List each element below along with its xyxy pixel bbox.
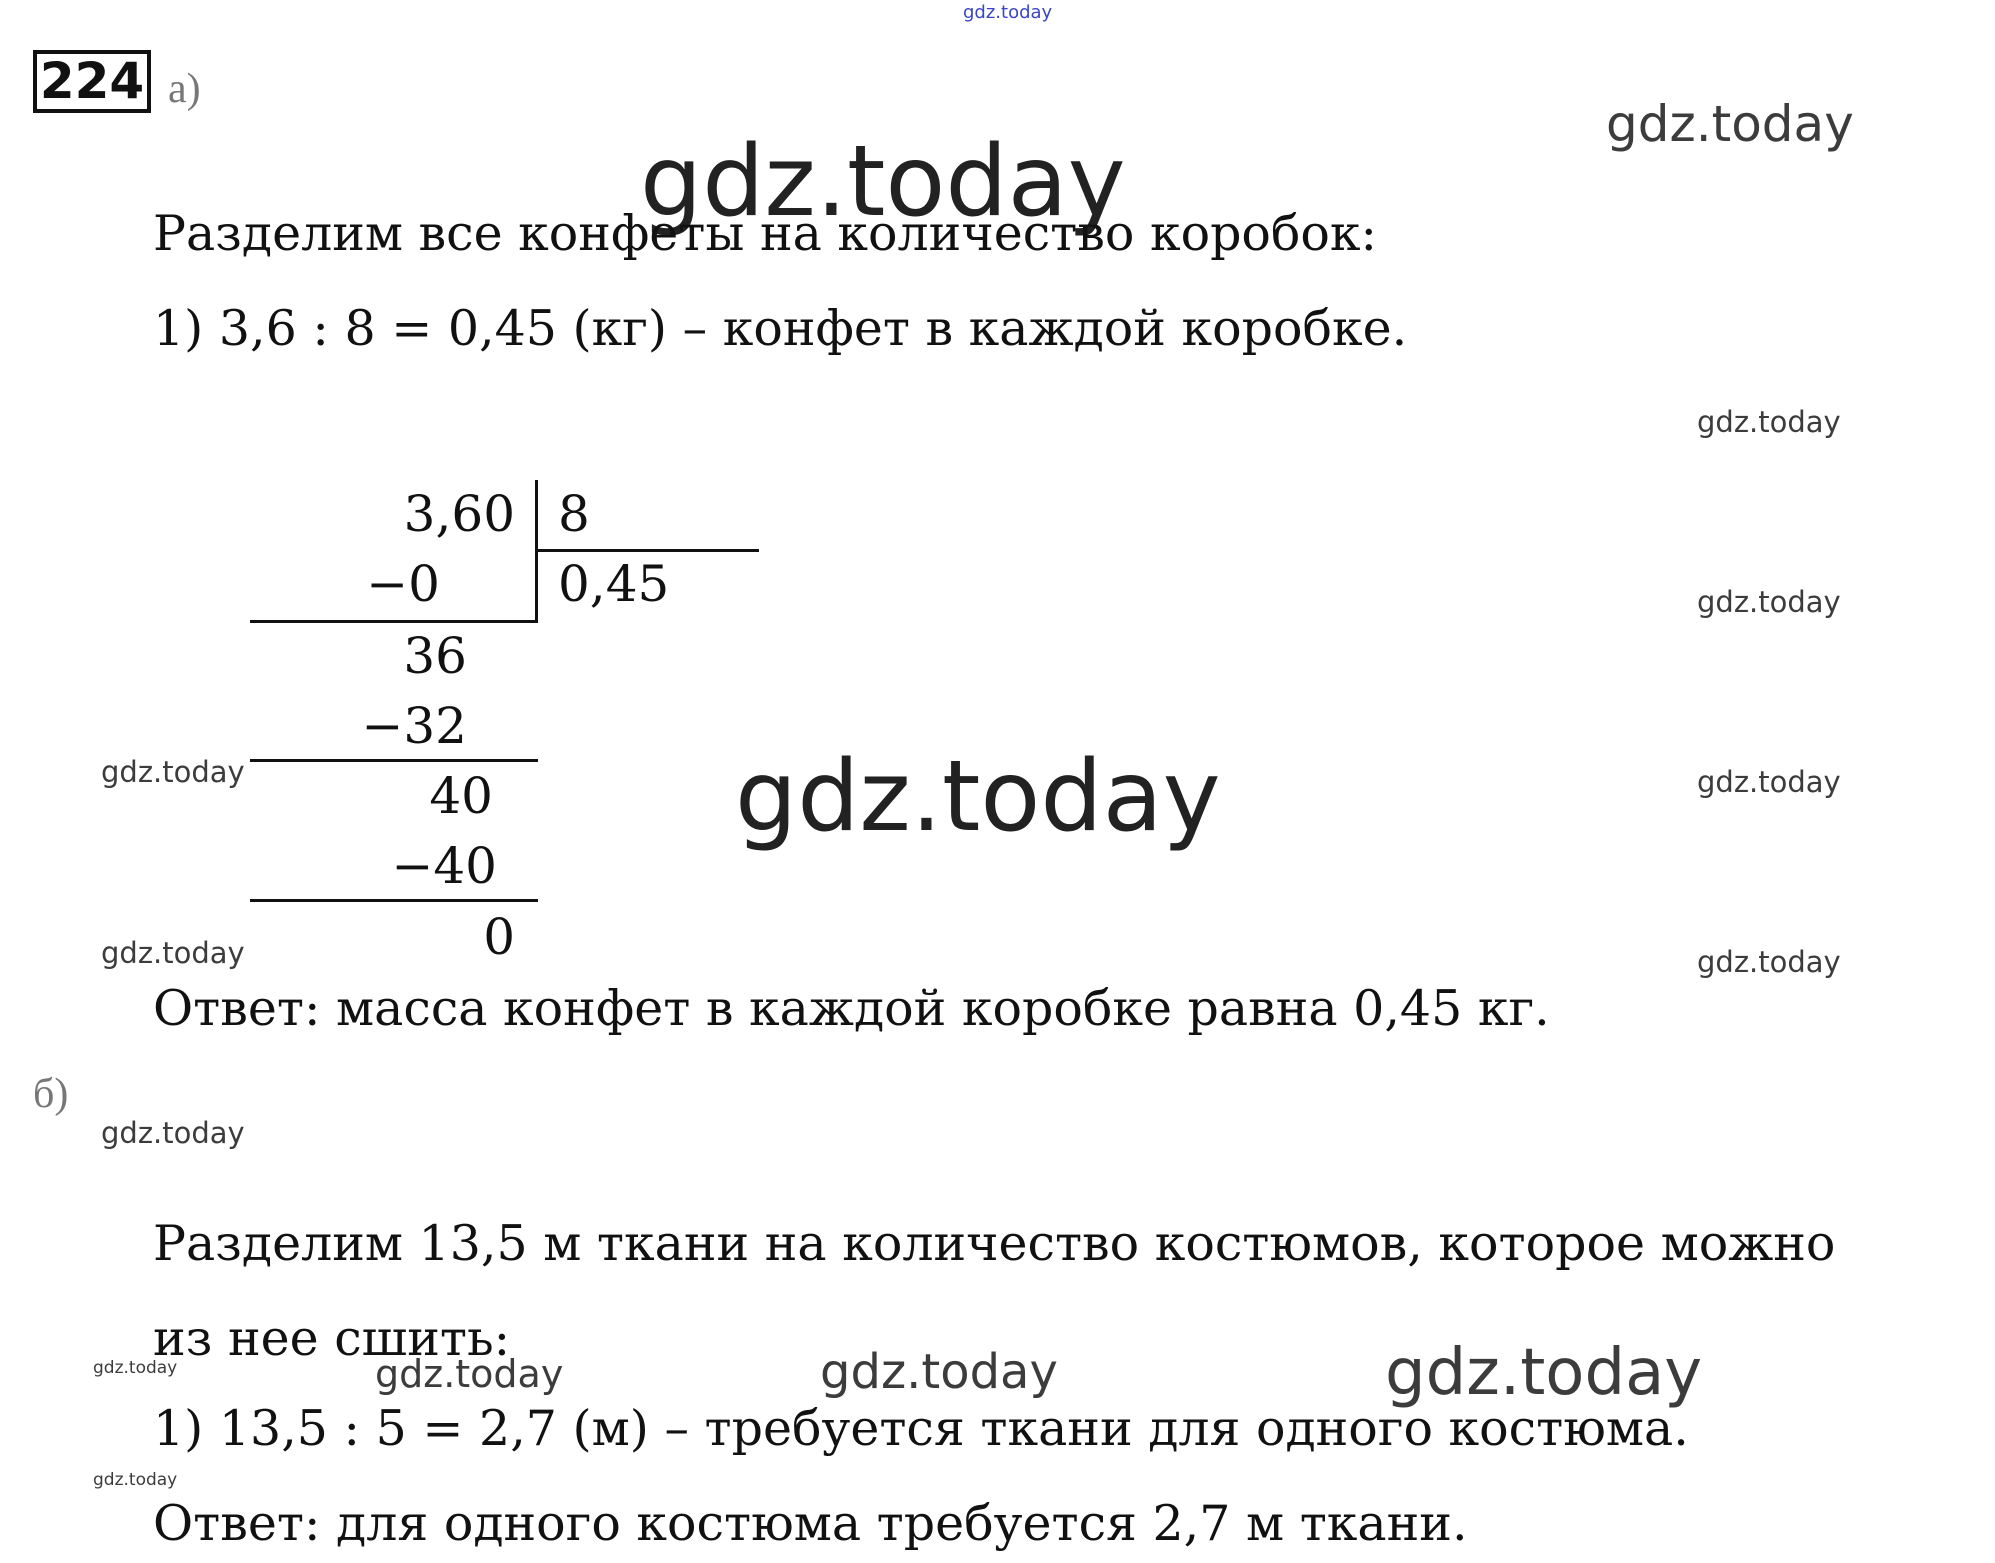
- watermark: gdz.today: [93, 1470, 178, 1490]
- division-quotient: 0,45: [558, 555, 670, 613]
- watermark: gdz.today: [1606, 95, 1854, 153]
- watermark: gdz.today: [101, 936, 245, 970]
- part-b-answer: Ответ: для одного костюма требуется 2,7 м ткани.: [153, 1495, 1468, 1552]
- watermark: gdz.today: [101, 755, 245, 789]
- watermark: gdz.today: [1697, 405, 1841, 439]
- watermark-large: gdz.today: [735, 740, 1221, 854]
- division-dividend: 3,60: [403, 485, 515, 543]
- watermark: gdz.today: [101, 1116, 245, 1150]
- division-row: 40: [429, 767, 493, 825]
- watermark: gdz.today: [1385, 1336, 1703, 1410]
- part-b-intro: из нее сшить:: [153, 1310, 511, 1367]
- watermark: gdz.today: [1697, 945, 1841, 979]
- part-b-step1: 1) 13,5 : 5 = 2,7 (м) – требуется ткани для одного костюма.: [153, 1400, 1689, 1457]
- division-rule: [250, 899, 538, 902]
- watermark: gdz.today: [1697, 765, 1841, 799]
- watermark: gdz.today: [1697, 585, 1841, 619]
- part-a-step1: 1) 3,6 : 8 = 0,45 (кг) – конфет в каждой коробке.: [153, 300, 1408, 357]
- problem-number-box: 224: [33, 50, 151, 113]
- watermark-top: gdz.today: [963, 2, 1053, 23]
- part-a-label: а): [168, 66, 201, 112]
- part-a-intro: Разделим все конфеты на количество коробок:: [153, 205, 1378, 262]
- watermark-large: gdz.today: [640, 125, 1126, 239]
- watermark: gdz.today: [820, 1344, 1058, 1400]
- part-b-label: б): [33, 1071, 69, 1117]
- watermark: gdz.today: [375, 1352, 564, 1396]
- division-row: −32: [361, 697, 467, 755]
- division-divisor-line: [537, 549, 759, 552]
- division-divisor: 8: [558, 485, 590, 543]
- division-rule: [250, 759, 538, 762]
- watermark: gdz.today: [93, 1358, 178, 1378]
- division-row: −40: [391, 837, 497, 895]
- part-b-intro: Разделим 13,5 м ткани на количество костюмов, которое можно: [153, 1215, 1836, 1272]
- division-row: 36: [403, 627, 467, 685]
- part-a-answer: Ответ: масса конфет в каждой коробке равна 0,45 кг.: [153, 980, 1550, 1037]
- division-row: −0: [366, 555, 440, 613]
- division-row: 0: [483, 908, 515, 966]
- division-rule: [250, 620, 538, 623]
